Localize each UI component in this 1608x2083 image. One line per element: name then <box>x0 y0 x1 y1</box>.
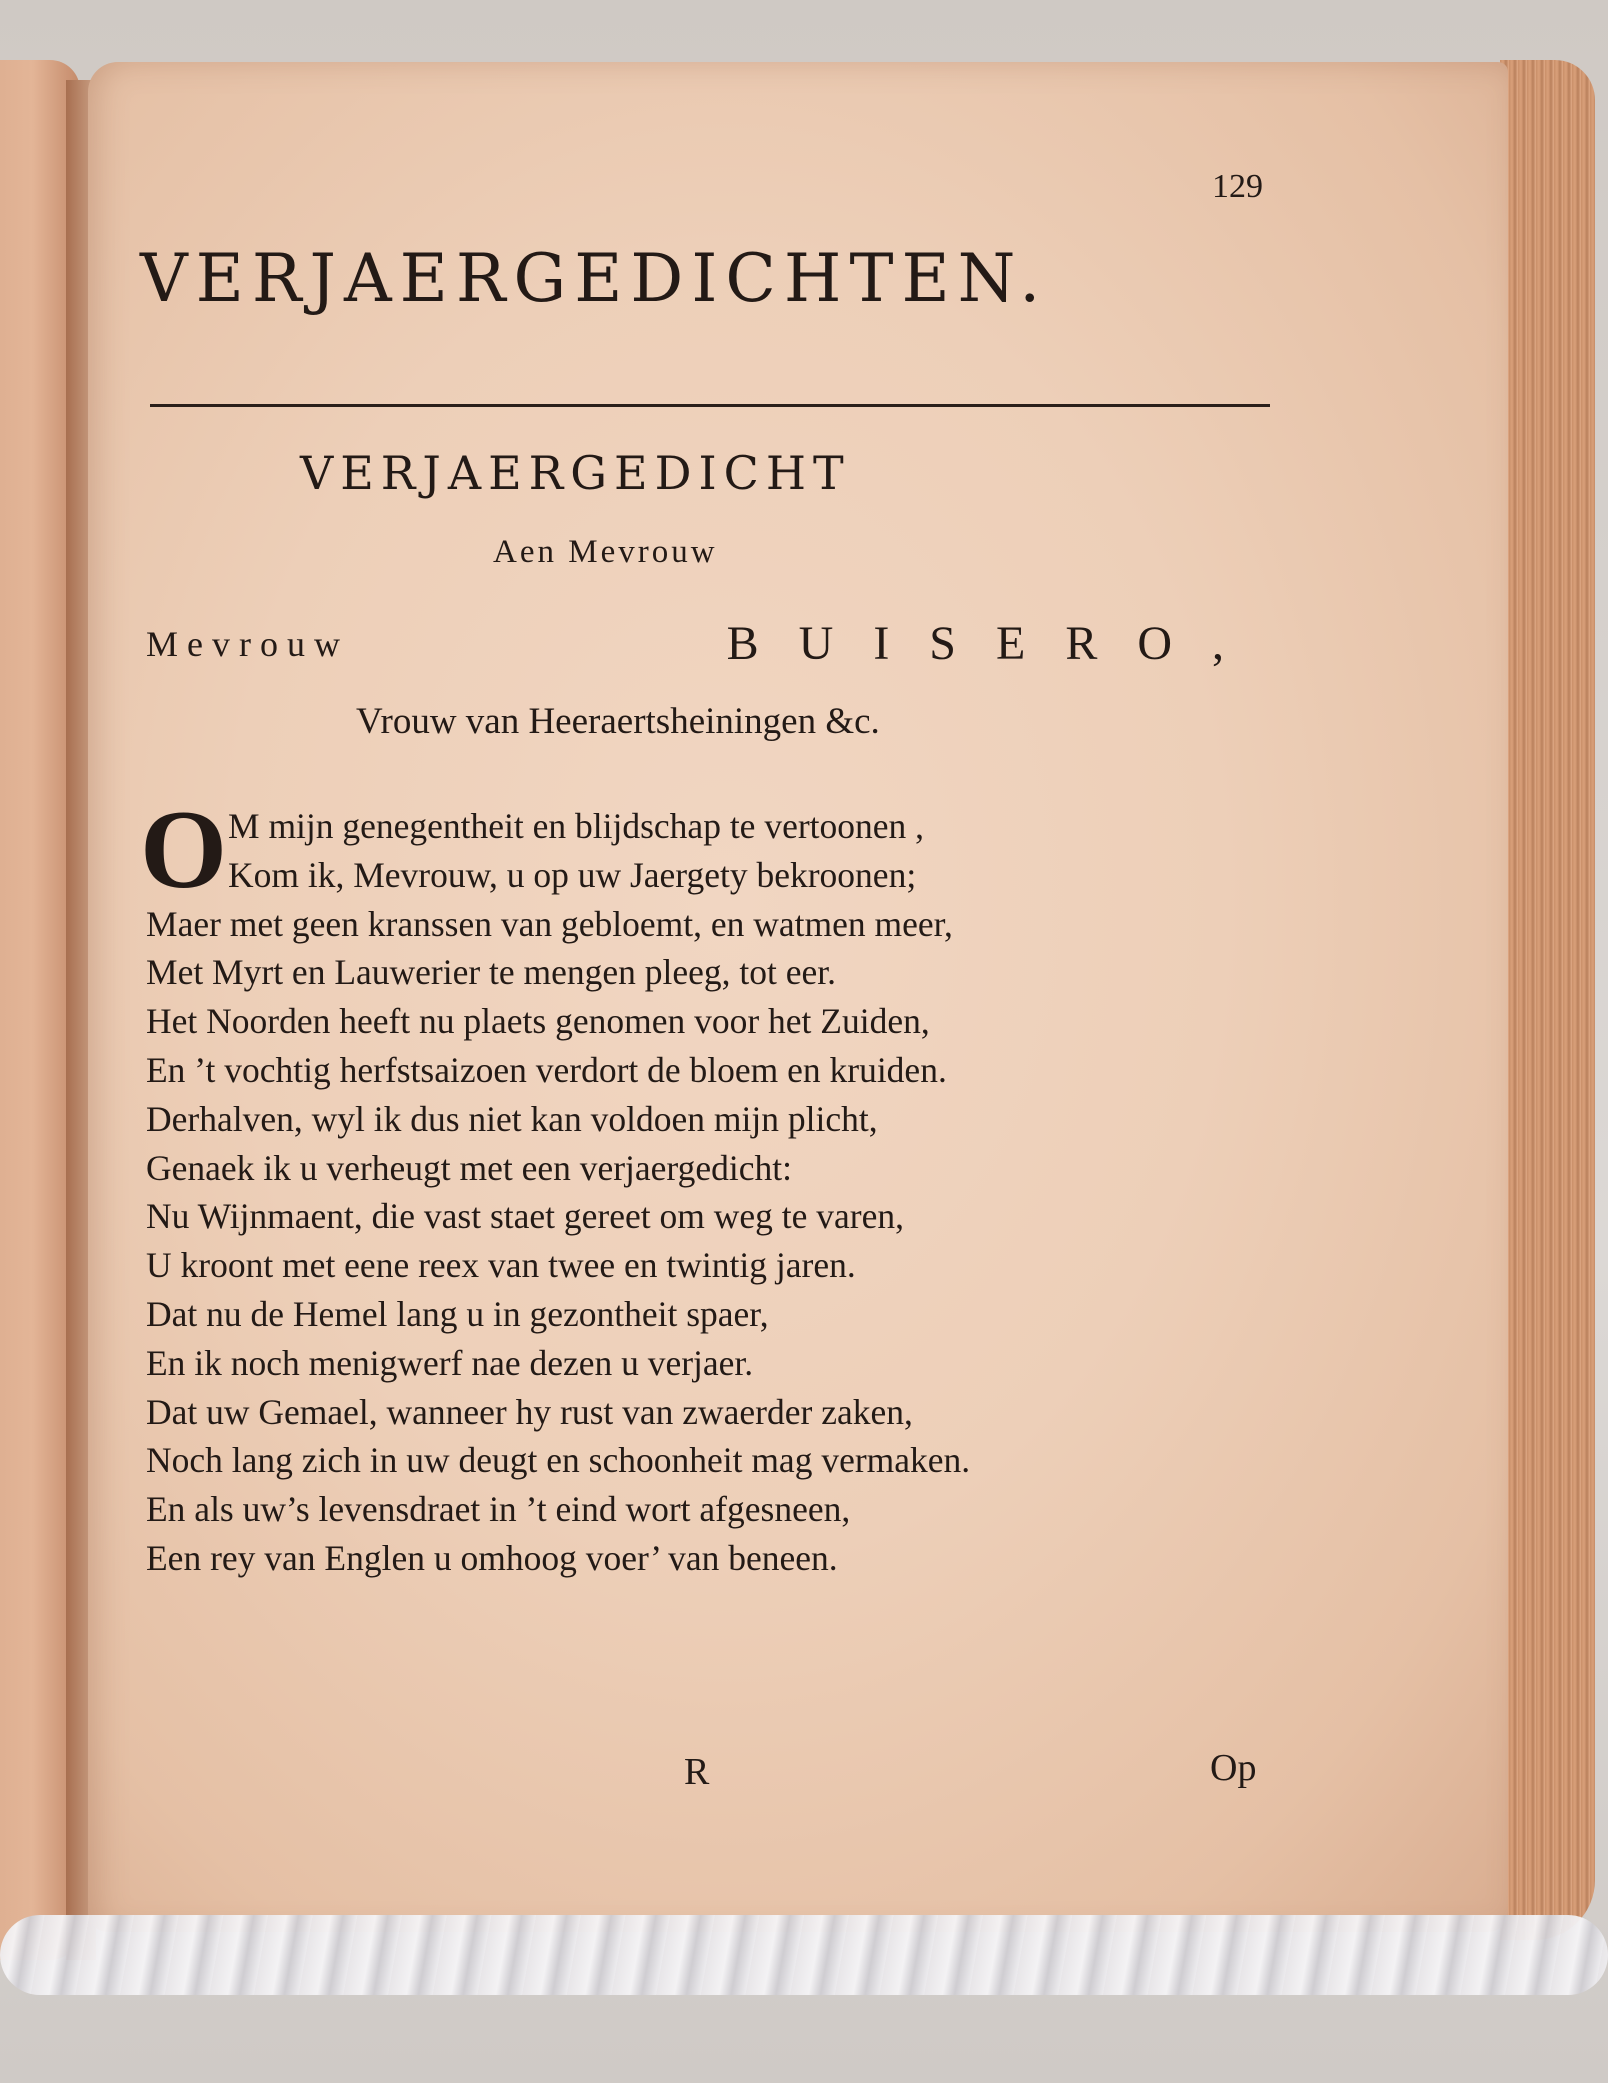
running-head: VERJAERGEDICHTEN. <box>140 240 1049 317</box>
poem-line: Derhalven, wyl ik dus niet kan voldoen mijn plicht, <box>146 1098 878 1139</box>
dedication-line: Aen Mevrouw <box>493 534 718 570</box>
dedicatee-name: BUISERO, <box>726 617 1264 670</box>
head-rule <box>150 404 1270 407</box>
poem-line: Noch lang zich in uw deugt en schoonheit mag vermaken. <box>146 1440 971 1481</box>
poem-line: M mijn genegentheit en blijdschap te vertoonen , <box>228 806 925 846</box>
poem-line: Kom ik, Mevrouw, u op uw Jaergety bekroonen; <box>228 854 917 895</box>
poem-line: Het Noorden heeft nu plaets genomen voor het Zuiden, <box>146 1001 930 1042</box>
poem-line: En als uw’s levensdraet in ’t eind wort afgesneen, <box>146 1489 851 1530</box>
poem-line: Maer met geen kranssen van gebloemt, en watmen meer, <box>146 903 953 944</box>
dedicatee-prefix: Mevrouw <box>146 624 349 664</box>
poem-line: Dat uw Gemael, wanneer hy rust van zwaerder zaken, <box>146 1391 913 1432</box>
page-number: 129 <box>1212 168 1263 205</box>
drop-cap: O <box>140 788 228 912</box>
catchword: Op <box>1210 1747 1257 1789</box>
poem-title: VERJAERGEDICHT <box>300 446 851 500</box>
dedicatee <box>146 614 1264 674</box>
poem-line: Een rey van Englen u omhoog voer’ van beneen. <box>146 1537 838 1578</box>
poem-line: Genaek ik u verheugt met een verjaergedicht: <box>146 1147 792 1188</box>
poem-line: Met Myrt en Lauwerier te mengen pleeg, tot eer. <box>146 952 837 993</box>
poem-line: En ik noch menigwerf nae dezen u verjaer. <box>146 1342 754 1383</box>
poem-body <box>140 788 1276 1583</box>
poem-line: U kroont met eene reex van twee en twintig jaren. <box>146 1245 856 1286</box>
poem-line: Dat nu de Hemel lang u in gezontheit spaer, <box>146 1293 769 1334</box>
poem-line: En ’t vochtig herfstsaizoen verdort de bloem en kruiden. <box>146 1049 947 1090</box>
poem-line: Nu Wijnmaent, die vast staet gereet om weg te varen, <box>146 1196 904 1237</box>
signature-mark: R <box>684 1751 710 1793</box>
dedicatee-title: Vrouw van Heeraertsheiningen &c. <box>356 701 880 742</box>
